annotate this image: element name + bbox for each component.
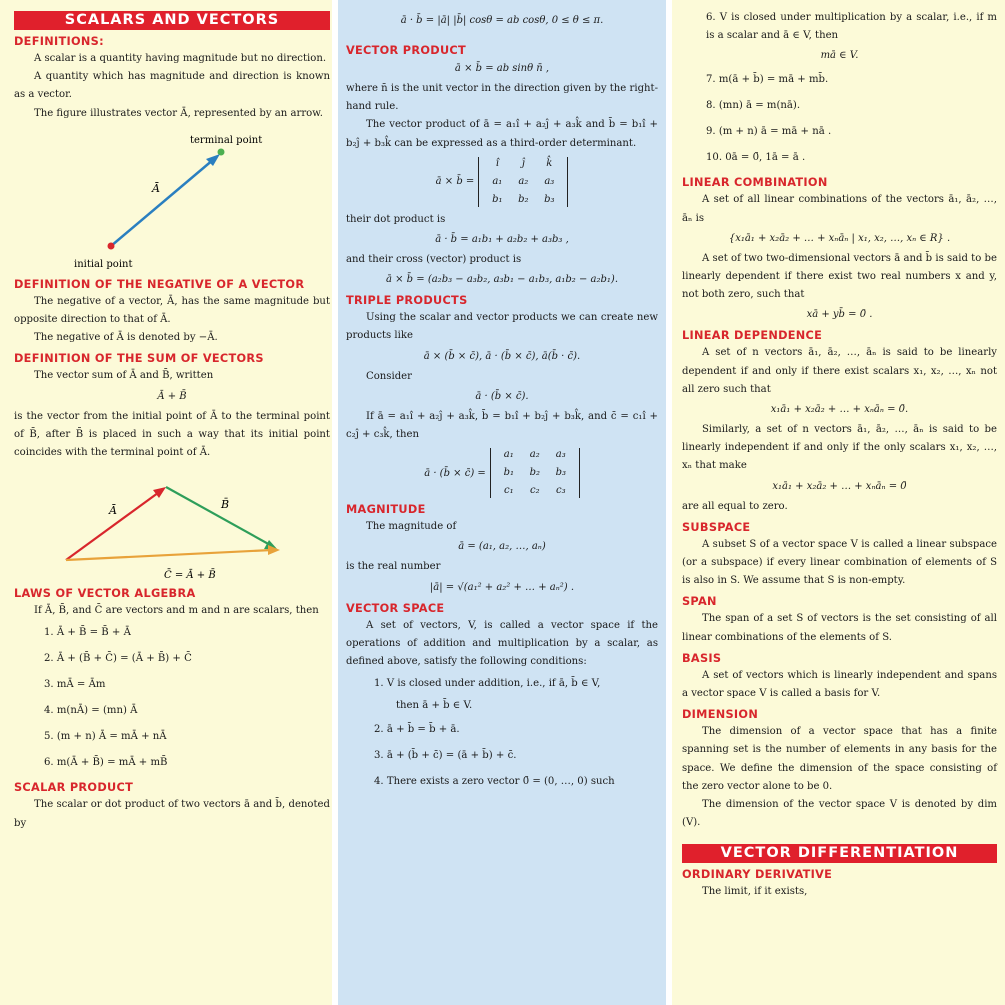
column-middle	[338, 0, 666, 1005]
det-cell: ĵ	[521, 157, 525, 169]
det-cell: a₂	[529, 449, 540, 461]
det-cell: c₁	[503, 485, 514, 497]
text-ordinary-derivative: The limit, if it exists,	[702, 886, 808, 898]
law-item: 1. Ā + B̄ = B̄ + Ā	[44, 627, 131, 639]
text-figure-intro: The figure illustrates vector Ā, represented by an arrow.	[34, 107, 323, 119]
vector-space-condition: 4. There exists a zero vector 0̄ = (0, …, 0) such	[374, 776, 615, 788]
vector-space-condition: 7. m(ā + b̄) = mā + mb̄.	[706, 74, 829, 86]
determinant-cross-product	[346, 157, 658, 207]
det-cell: b₁	[503, 467, 514, 479]
terminal-point-label: terminal point	[190, 134, 263, 146]
heading-linear-combination: LINEAR COMBINATION	[682, 176, 828, 190]
text-linear-independence: Similarly, a set of n vectors ā₁, ā₂, …, āₙ is said to be linearly independent if and only if the only scalars x₁, x₂, …, xₙ that make	[682, 424, 997, 472]
law-item: 2. Ā + (B̄ + C̄) = (Ā + B̄) + C̄	[44, 653, 192, 665]
equation-linear-dependence: x₁ā₁ + x₂ā₂ + … + xₙāₙ = 0̄.	[770, 404, 909, 416]
heading-negative-vector: DEFINITION OF THE NEGATIVE OF A VECTOR	[14, 277, 305, 291]
text-vector-product-1: where n̄ is the unit vector in the direction given by the right-hand rule.	[346, 83, 658, 113]
text-linear-combination-2: A set of two two-dimensional vectors ā and b̄ is said to be linearly dependent if there exist two real numbers x and y, not both zero, such that	[682, 252, 997, 301]
vector-b-label: B̄	[221, 498, 230, 512]
heading-magnitude: MAGNITUDE	[346, 503, 426, 517]
text-negative-2: The negative of Ā is denoted by −Ā.	[34, 332, 218, 344]
determinant-grid	[478, 157, 568, 207]
column-right	[672, 0, 1005, 1005]
heading-vector-product: VECTOR PRODUCT	[346, 44, 467, 57]
vector-c-label: C̄ = Ā + B̄	[164, 570, 216, 582]
law-item: 6. m(Ā + B̄) = mĀ + mB̄	[44, 757, 168, 769]
vector-space-condition: 10. 0ā = 0̄, 1ā = ā .	[706, 152, 806, 164]
text-sum-1: The vector sum of Ā and B̄, written	[34, 370, 214, 382]
equation-magnitude: |ā| = √(a₁² + a₂² + … + aₙ²) .	[429, 581, 575, 593]
det-cell: b₁	[492, 193, 503, 205]
det-cell: k̂	[546, 157, 553, 169]
text-magnitude-1: The magnitude of	[366, 521, 457, 533]
det-cell: a₃	[544, 175, 555, 187]
text-subspace: A subset S of a vector space V is called a linear subspace (or a subspace) if every linear combination of elements of S is also in S. We assume that S is non-empty.	[682, 538, 997, 587]
heading-scalar-product: SCALAR PRODUCT	[14, 781, 134, 795]
initial-point-dot	[108, 242, 115, 249]
vector-space-condition-cont: then ā + b̄ ∈ V.	[396, 700, 473, 712]
text-linear-dependence-1: A set of n vectors ā₁, ā₂, …, āₙ is said to be linearly dependent if and only if there exist scalars x₁, x₂, …, xₙ not all zero such that	[682, 347, 997, 395]
text-negative-1: The negative of a vector, Ā, has the same magnitude but opposite direction to that of Ā.	[14, 295, 330, 326]
determinant-lhs: ā × b̄ =	[435, 176, 475, 188]
vector-space-condition: 9. (m + n) ā = mā + nā .	[706, 126, 832, 138]
vector-sum-figure	[14, 462, 330, 582]
equation-dot-components: ā · b̄ = a₁b₁ + a₂b₂ + a₃b₃ ,	[435, 234, 569, 246]
heading-subspace: SUBSPACE	[682, 520, 751, 534]
equation-triple-forms: ā × (b̄ × c̄), ā · (b̄ × c̄), ā(b̄ · c̄).	[423, 350, 581, 362]
heading-dimension: DIMENSION	[682, 708, 759, 722]
heading-vector-space: VECTOR SPACE	[346, 601, 445, 615]
text-consider: Consider	[366, 370, 412, 382]
vector-a-label: Ā	[152, 181, 160, 195]
vector-a-arrow-sum	[66, 490, 162, 560]
det-cell: c₃	[555, 485, 566, 497]
det-cell: a₁	[492, 175, 503, 187]
text-vector-space: A set of vectors, V, is called a vector space if the operations of addition and multiplication by a scalar, as defined above, satisfy the following conditions:	[346, 619, 658, 668]
vector-space-condition: 1. V is closed under addition, i.e., if ā, b̄ ∈ V,	[374, 678, 601, 690]
text-all-zero: are all equal to zero.	[682, 500, 788, 512]
text-scalar-product: The scalar or dot product of two vectors ā and b̄, denoted by	[14, 799, 330, 829]
text-magnitude-2: is the real number	[346, 561, 441, 573]
equation-scalar-triple: ā · (b̄ × c̄).	[475, 390, 529, 402]
equation-linear-combination-set: {x₁ā₁ + x₂ā₂ + … + xₙāₙ | x₁, x₂, …, xₙ ∈ R} .	[728, 232, 951, 244]
det-cell: î	[495, 157, 499, 169]
equation-dot-product: ā · b̄ = |ā| |b̄| cosθ = ab cosθ, 0 ≤ θ ≤ π.	[400, 15, 604, 26]
det-cell: c₂	[529, 485, 540, 497]
vector-arrow-figure	[14, 123, 330, 273]
text-triple-1: Using the scalar and vector products we can create new products like	[346, 312, 658, 342]
det-cell: b₂	[529, 467, 540, 479]
vector-space-condition-cont: mā ∈ V.	[820, 50, 859, 62]
equation-cross-product: ā × b̄ = ab sinθ n̄ ,	[454, 63, 550, 74]
vector-a-arrow	[111, 159, 214, 246]
heading-linear-dependence: LINEAR DEPENDENCE	[682, 329, 823, 343]
equation-vector-tuple: ā = (a₁, a₂, …, aₙ)	[458, 541, 546, 553]
terminal-point-dot	[218, 148, 225, 155]
determinant-triple-product	[346, 448, 658, 498]
vector-a-label-sum: Ā	[109, 504, 117, 518]
law-item: 5. (m + n) Ā = mĀ + nĀ	[44, 731, 167, 743]
heading-span: SPAN	[682, 595, 717, 609]
heading-sum-vectors: DEFINITION OF THE SUM OF VECTORS	[14, 352, 264, 366]
det-cell: a₁	[503, 449, 514, 461]
section-title-vector-differentiation: VECTOR DIFFERENTIATION	[682, 844, 997, 863]
law-item: 3. mĀ = Ām	[44, 679, 106, 691]
equation-linear-dependence-2d: xā + yb̄ = 0̄ .	[806, 309, 873, 321]
text-definition-scalar: A scalar is a quantity having magnitude but no direction.	[34, 53, 327, 64]
heading-triple-products: TRIPLE PRODUCTS	[346, 294, 468, 308]
text-linear-combination-1: A set of all linear combinations of the vectors ā₁, ā₂, …, āₙ is	[682, 194, 997, 224]
vector-space-condition: 6. V is closed under multiplication by a scalar, i.e., if m is a scalar and ā ∈ V, then	[706, 12, 997, 42]
section-title-scalars-vectors: SCALARS AND VECTORS	[14, 11, 330, 30]
equation-linear-independence: x₁ā₁ + x₂ā₂ + … + xₙāₙ = 0̄	[772, 480, 907, 492]
vector-space-condition: 3. ā + (b̄ + c̄) = (ā + b̄) + c̄.	[374, 750, 517, 762]
text-vector-product-2: The vector product of ā = a₁î + a₂ĵ + a₃k̂ and b̄ = b₁î + b₂ĵ + b₃k̂ can be expressed as a third-order determinant.	[346, 119, 658, 149]
column-left	[0, 0, 338, 1005]
vector-c-arrow	[66, 550, 272, 560]
determinant-lhs: ā · (b̄ × c̄) =	[424, 467, 486, 479]
det-cell: b₂	[518, 193, 529, 205]
text-span: The span of a set S of vectors is the set consisting of all linear combinations of the elements of S.	[682, 613, 997, 643]
vector-b-arrow	[166, 487, 272, 546]
text-triple-2: If ā = a₁î + a₂ĵ + a₃k̂, b̄ = b₁î + b₂ĵ + b₃k̂, and c̄ = c₁î + c₂ĵ + c₃k̂, then	[346, 410, 658, 441]
heading-definitions: DEFINITIONS:	[14, 35, 104, 48]
text-definition-vector: A quantity which has magnitude and direction is known as a vector.	[14, 71, 330, 101]
determinant-grid	[490, 448, 580, 498]
heading-basis: BASIS	[682, 651, 722, 665]
text-basis: A set of vectors which is linearly independent and spans a vector space V is called a basis for V.	[682, 669, 997, 700]
initial-point-label: initial point	[74, 258, 133, 270]
heading-ordinary-derivative: ORDINARY DERIVATIVE	[682, 868, 833, 882]
text-dimension-2: The dimension of the vector space V is denoted by dim (V).	[682, 799, 997, 829]
heading-laws-vector-algebra: LAWS OF VECTOR ALGEBRA	[14, 587, 196, 601]
text-dimension-1: The dimension of a vector space that has a finite spanning set is the number of elements in any basis for the space. We define the dimension of the space consisting of the zero vector alone to be 0.	[682, 726, 997, 792]
det-cell: a₂	[518, 175, 529, 187]
text-sum-2: is the vector from the initial point of Ā to the terminal point of B̄, after B̄ is placed in such a way that its initial point coincides with the terminal point of Ā.	[14, 410, 330, 459]
vector-space-condition: 8. (mn) ā = m(nā).	[706, 100, 801, 112]
equation-cross-components: ā × b̄ = (a₂b₃ − a₃b₂, a₃b₁ − a₁b₃, a₁b₂ − a₂b₁).	[385, 274, 619, 286]
text-dot-product-is: their dot product is	[346, 213, 446, 225]
text-cross-product-is: and their cross (vector) product is	[346, 254, 522, 266]
equation-sum: Ā + B̄	[157, 390, 187, 402]
text-laws-intro: If Ā, B̄, and C̄ are vectors and m and n are scalars, then	[34, 605, 319, 617]
det-cell: b₃	[555, 467, 566, 479]
law-item: 4. m(nĀ) = (mn) Ā	[44, 705, 138, 717]
vector-space-condition: 2. ā + b̄ = b̄ + ā.	[374, 724, 460, 736]
det-cell: b₃	[544, 193, 555, 205]
det-cell: a₃	[555, 449, 566, 461]
